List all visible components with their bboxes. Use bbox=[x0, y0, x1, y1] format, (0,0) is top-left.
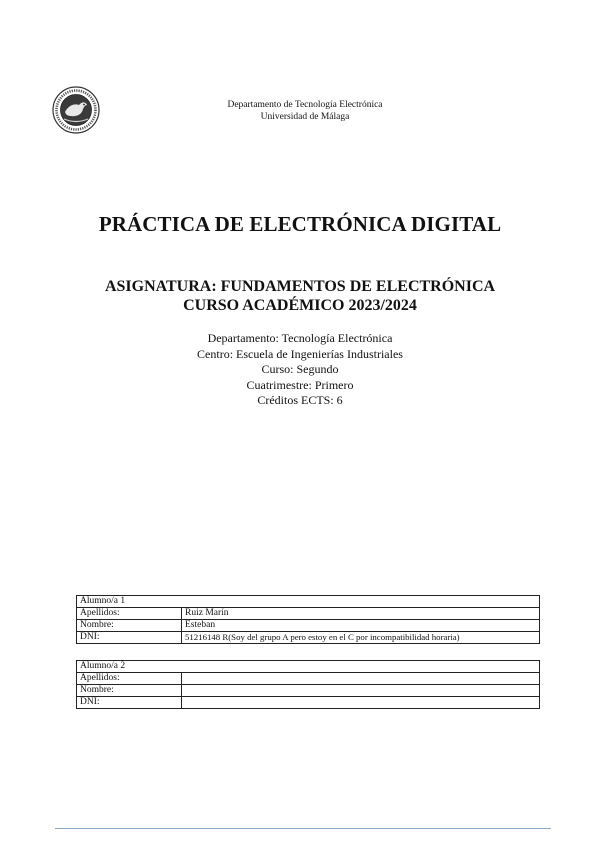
field-value: 51216148 R(Soy del grupo A pero estoy en el C por incompatibilidad horaria) bbox=[182, 632, 540, 644]
table-row bbox=[77, 632, 540, 644]
field-value bbox=[182, 697, 540, 709]
table-row bbox=[77, 620, 540, 632]
table-row bbox=[77, 697, 540, 709]
field-label: Nombre: bbox=[77, 685, 182, 697]
university-seal-icon bbox=[52, 86, 100, 134]
field-value: Ruiz Marín bbox=[182, 608, 540, 620]
field-value: Esteban bbox=[182, 620, 540, 632]
table-row bbox=[77, 673, 540, 685]
subject-line: ASIGNATURA: FUNDAMENTOS DE ELECTRÓNICA bbox=[104, 278, 496, 295]
detail-department: Departamento: Tecnología Electrónica bbox=[207, 331, 393, 345]
detail-course: Curso: Segundo bbox=[261, 362, 339, 377]
university-name: Universidad de Málaga bbox=[260, 112, 350, 122]
table-row bbox=[77, 661, 540, 673]
student-1-table bbox=[76, 595, 540, 644]
field-label: Apellidos: bbox=[77, 673, 182, 685]
table-row bbox=[77, 685, 540, 697]
field-label: DNI: bbox=[77, 697, 182, 709]
subject-block bbox=[0, 277, 600, 315]
detail-semester: Cuatrimestre: Primero bbox=[246, 377, 354, 392]
field-label: Nombre: bbox=[77, 620, 182, 632]
field-label: DNI: bbox=[77, 632, 182, 644]
field-value bbox=[182, 685, 540, 697]
table-row bbox=[77, 608, 540, 620]
field-label: Apellidos: bbox=[77, 608, 182, 620]
detail-credits: Créditos ECTS: 6 bbox=[257, 393, 343, 408]
academic-year-line: CURSO ACADÉMICO 2023/2024 bbox=[183, 297, 417, 314]
institution-header bbox=[150, 99, 460, 123]
footer-divider bbox=[55, 828, 551, 829]
detail-center: Centro: Escuela de Ingenierías Industriales bbox=[197, 346, 403, 361]
course-details bbox=[0, 331, 600, 409]
field-value bbox=[182, 673, 540, 685]
department-name: Departamento de Tecnología Electrónica bbox=[227, 100, 383, 110]
student-heading: Alumno/a 1 bbox=[77, 596, 540, 608]
student-2-table bbox=[76, 660, 540, 709]
document-title: PRÁCTICA DE ELECTRÓNICA DIGITAL bbox=[98, 212, 502, 236]
student-heading: Alumno/a 2 bbox=[77, 661, 540, 673]
table-row bbox=[77, 596, 540, 608]
